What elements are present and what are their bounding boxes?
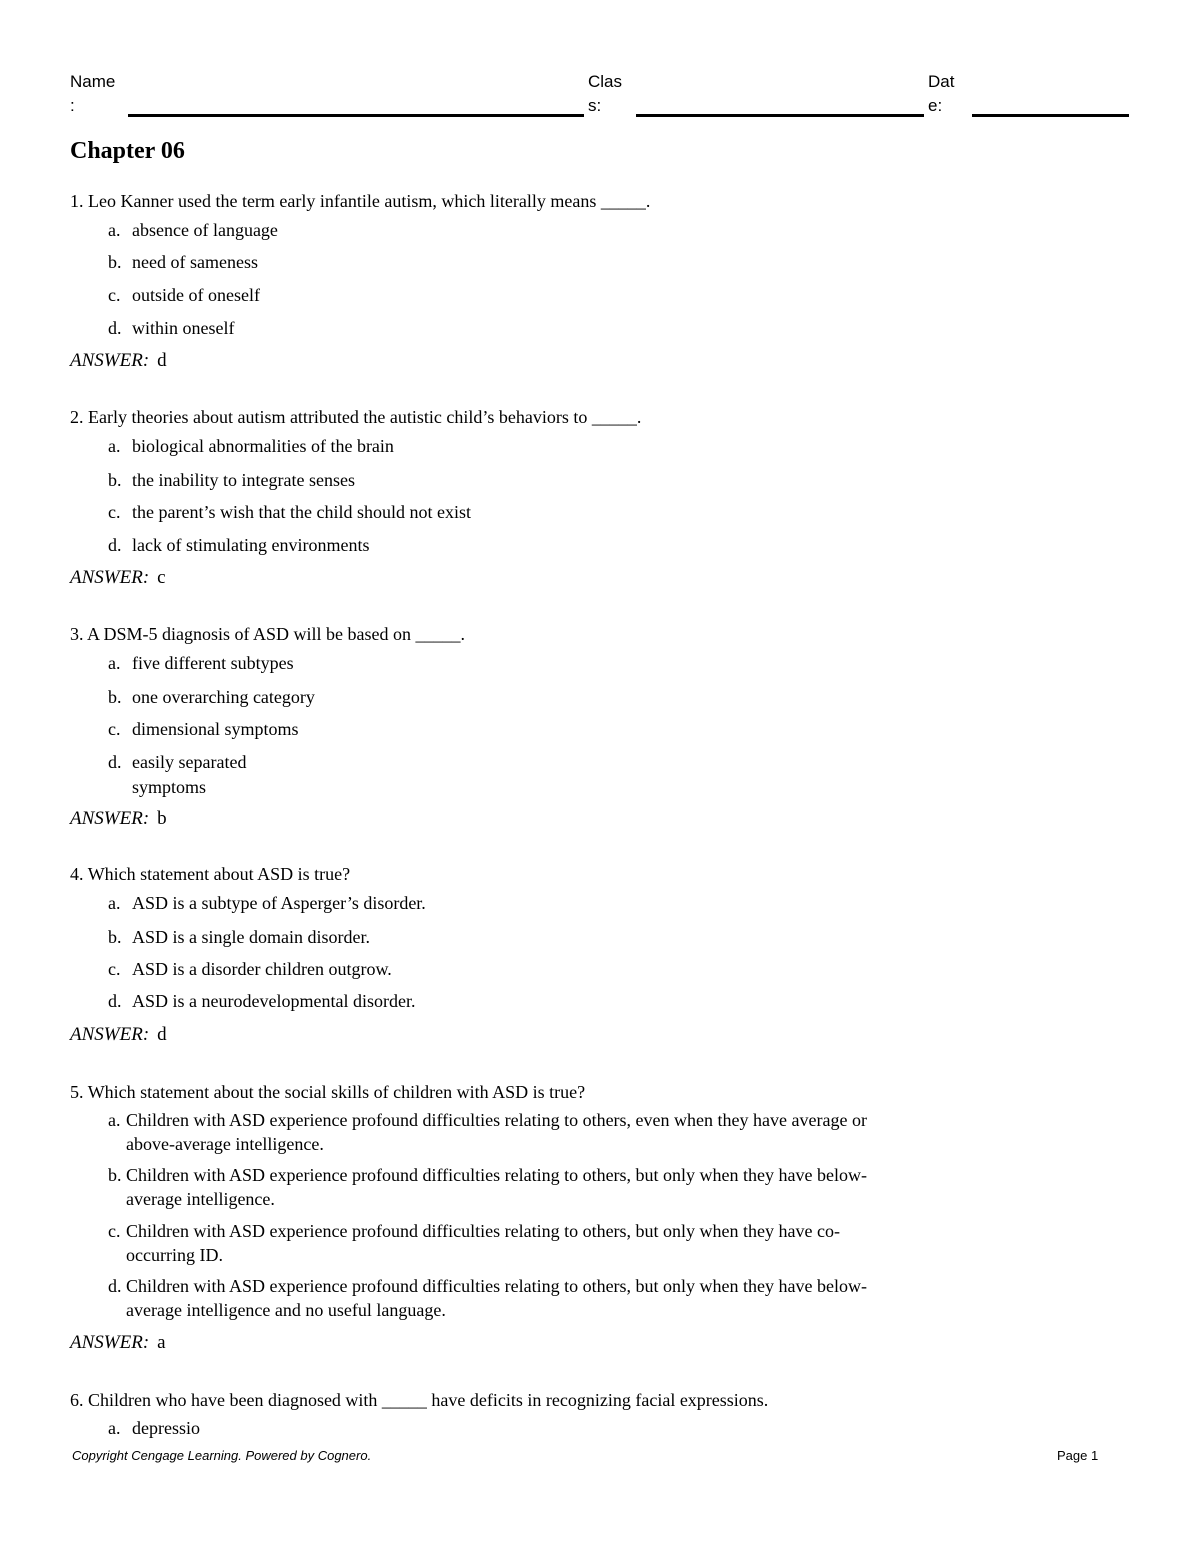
option-letter: d. [108,1276,122,1296]
class-label-colon: s: [588,96,602,115]
q4-option-c [108,957,392,981]
option-letter: b. [108,1165,122,1185]
option-text: ASD is a neurodevelopmental disorder. [132,991,416,1011]
q4-option-b [108,925,370,949]
option-letter: a. [108,1110,121,1130]
q1-option-b [108,250,258,274]
answer-label: ANSWER: [70,1332,150,1353]
question-number: 3. [70,624,84,644]
question-number: 6. [70,1390,84,1410]
q2-option-b [108,468,355,492]
answer-label: ANSWER: [70,350,150,371]
q6-option-a [108,1416,200,1440]
q5-option-c [108,1219,908,1267]
option-letter: a. [108,1418,121,1438]
question-4 [70,863,350,885]
option-text: Children with ASD experience profound difficulties relating to others, even when they have average or above-average intelligence. [126,1110,867,1154]
option-letter: c. [108,959,121,979]
q3-answer [70,808,167,830]
option-letter: d. [108,318,122,338]
option-text: the parent’s wish that the child should not exist [132,502,471,522]
chapter-title: Chapter 06 [70,138,185,164]
option-letter: d. [108,535,122,555]
q5-option-a [108,1108,908,1156]
option-text: absence of language [132,220,278,240]
question-number: 1. [70,191,84,211]
q5-answer [70,1332,166,1354]
option-letter: a. [108,653,121,673]
q1-answer [70,350,167,372]
option-letter: b. [108,470,122,490]
question-1 [70,190,650,212]
answer-value: d [157,1024,167,1045]
option-text: five different subtypes [132,653,294,673]
option-text: outside of oneself [132,285,260,305]
q3-option-b [108,685,315,709]
answer-label: ANSWER: [70,1024,150,1045]
option-letter: c. [108,502,121,522]
option-text: lack of stimulating environments [132,535,370,555]
answer-label: ANSWER: [70,567,150,588]
option-letter: c. [108,285,121,305]
option-letter: a. [108,220,121,240]
question-2 [70,406,641,428]
option-text: ASD is a subtype of Asperger’s disorder. [132,893,426,913]
q1-option-d [108,316,234,340]
option-text: dimensional symptoms [132,719,299,739]
page-number: Page 1 [1057,1448,1099,1463]
question-text: Leo Kanner used the term early infantile autism, which literally means _____. [88,191,651,211]
option-letter: b. [108,687,122,707]
date-label-colon: e: [928,96,943,115]
option-letter: a. [108,893,121,913]
option-text: Children with ASD experience profound difficulties relating to others, but only when they have below-average intelligence and no useful language. [126,1276,867,1320]
option-text: need of sameness [132,252,258,272]
option-text: ASD is a single domain disorder. [132,927,370,947]
option-text: easily separated symptoms [132,752,247,797]
question-text: Which statement about ASD is true? [87,864,351,884]
q2-option-a [108,434,394,458]
question-text: A DSM-5 diagnosis of ASD will be based on _____. [87,624,466,644]
option-letter: c. [108,1221,121,1241]
q5-option-d [108,1274,908,1322]
question-6 [70,1389,768,1411]
option-letter: d. [108,991,122,1011]
option-text: biological abnormalities of the brain [132,436,394,456]
answer-value: a [157,1332,166,1353]
name-label-colon: : [70,96,75,115]
option-text: ASD is a disorder children outgrow. [132,959,392,979]
date-label: Dat [928,72,955,91]
option-text: one overarching category [132,687,315,707]
question-number: 2. [70,407,84,427]
question-3 [70,623,465,645]
q1-option-c [108,283,260,307]
option-text: within oneself [132,318,235,338]
q2-option-d [108,533,369,557]
answer-value: d [157,350,167,371]
option-text: the inability to integrate senses [132,470,355,490]
q4-answer [70,1024,167,1046]
q3-option-a [108,651,294,675]
name-field-line[interactable] [128,114,584,117]
question-number: 4. [70,864,84,884]
option-letter: c. [108,719,121,739]
option-letter: d. [108,752,122,772]
question-text: Which statement about the social skills of children with ASD is true? [87,1082,586,1102]
q4-option-d [108,989,415,1013]
option-text: Children with ASD experience profound difficulties relating to others, but only when they have below-average intelligence. [126,1165,867,1209]
q3-option-d [108,750,308,800]
name-label: Name [70,72,116,91]
question-number: 5. [70,1082,84,1102]
class-label: Clas [588,72,623,91]
option-letter: b. [108,252,122,272]
question-text: Early theories about autism attributed the autistic child’s behaviors to _____. [88,407,642,427]
answer-value: b [157,808,167,829]
option-letter: b. [108,927,122,947]
option-text: Children with ASD experience profound difficulties relating to others, but only when they have co-occurring ID. [126,1221,840,1265]
q2-option-c [108,500,471,524]
q3-option-c [108,717,299,741]
q2-answer [70,567,166,589]
question-text: Children who have been diagnosed with _____ have deficits in recognizing facial expressions. [88,1390,769,1410]
copyright-footer: Copyright Cengage Learning. Powered by Cognero. [72,1448,372,1463]
answer-label: ANSWER: [70,808,150,829]
class-field-line[interactable] [636,114,924,117]
q5-option-b [108,1163,908,1211]
q4-option-a [108,891,426,915]
date-field-line[interactable] [972,114,1129,117]
question-5 [70,1081,585,1103]
answer-value: c [157,567,166,588]
q1-option-a [108,218,278,242]
option-letter: a. [108,436,121,456]
option-text: depressio [132,1418,200,1438]
